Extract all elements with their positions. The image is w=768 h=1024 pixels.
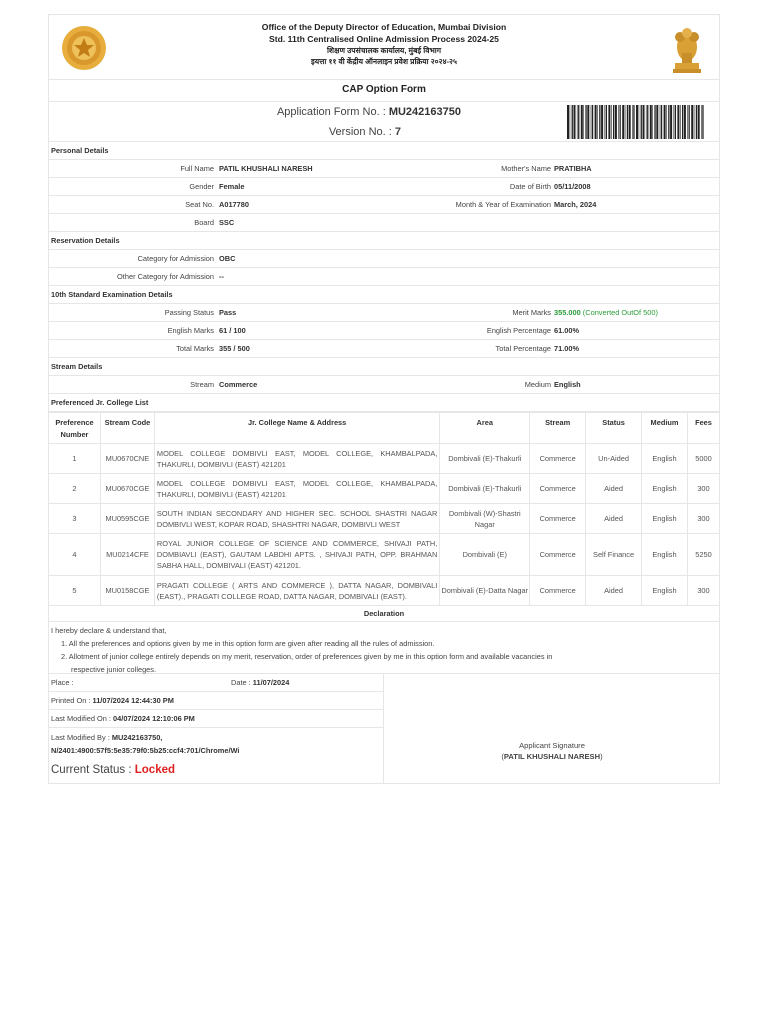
status-label: Current Status : [51,764,132,776]
header-line-4: इयत्ता ११ वी केंद्रीय ऑनलाइन प्रवेश प्रक्रिया २०२४-२५ [311,57,457,66]
status-badge: Locked [134,764,176,776]
modified-by-value: MU242163750, [111,733,163,742]
merit-value-group [554,304,658,321]
cell-area: Dombivali (E) [440,534,530,576]
college-preference-table [48,412,720,606]
total-marks-label: Total Marks [176,344,214,353]
section-personal-details: Personal Details [48,142,720,160]
version-label: Version No. : [328,126,392,138]
table-row [49,504,720,534]
application-number-line [49,106,549,118]
seat-label: Seat No. [185,200,214,209]
row-english-marks [48,322,720,340]
exam-month-label: Month & Year of Examination [455,200,551,209]
maharashtra-seal-icon [61,25,107,71]
form-title: CAP Option Form [48,80,720,102]
dob-value: 05/11/2008 [554,182,591,191]
col-stream-code: Stream Code [100,413,154,444]
header-line-2: Std. 11th Centralised Online Admission Process 2024-25 [269,34,499,44]
version-number: 7 [394,126,401,138]
printed-label: Printed On : [51,696,91,705]
application-info [48,102,720,142]
seat-value: A017780 [219,200,249,209]
cell-area: Dombivali (E)-Datta Nagar [440,576,530,606]
cell-college-name: PRAGATI COLLEGE ( ARTS AND COMMERCE ), DATTA NAGAR, DOMBIVALI (EAST)., PRAGATI COLLEGE ROAD, DATTA NAGAR, DOMBIVALI (EAST). [154,576,439,606]
category-label: Category for Admission [137,254,214,263]
board-label: Board [194,218,214,227]
application-number-label: Application Form No. : [276,106,386,118]
medium-value: English [554,380,581,389]
row-full-name [48,160,720,178]
cell-medium: English [642,504,688,534]
col-status: Status [586,413,642,444]
cell-fees: 300 [687,576,719,606]
form-meta [48,674,720,784]
cell-status: Un-Aided [586,444,642,474]
english-marks-value: 61 / 100 [219,326,246,335]
declaration-point-2: 2. Allotment of junior college entirely depends on my merit, reservation, order of preferences given by me in this option form and available vacancies in [61,652,553,661]
cell-code: MU0670CNE [100,444,154,474]
cell-college-name: SOUTH INDIAN SECONDARY AND HIGHER SEC. SCHOOL SHASTRI NAGAR DOMBIVLI WEST, KOPAR ROAD, SHASHTRI NAGAR, DOMBIVLI WEST [154,504,439,534]
cell-pref: 3 [49,504,101,534]
signature-name: PATIL KHUSHALI NARESH [503,752,601,761]
merit-note: (Converted OutOf 500) [582,308,658,317]
cell-status: Aided [586,504,642,534]
exam-month-value: March, 2024 [554,200,597,209]
other-category-value: -- [219,272,224,281]
cell-stream: Commerce [530,576,586,606]
table-row [49,534,720,576]
passing-value: Pass [219,308,237,317]
cell-stream: Commerce [530,504,586,534]
cell-stream: Commerce [530,474,586,504]
total-pct-label: Total Percentage [495,344,551,353]
medium-label: Medium [524,380,551,389]
col-preference-number: Preference Number [49,413,101,444]
barcode-icon [565,105,705,139]
header-line-1: Office of the Deputy Director of Education, Mumbai Division [261,22,507,32]
date-value: 11/07/2024 [252,678,290,687]
passing-label: Passing Status [164,308,214,317]
total-marks-value: 355 / 500 [219,344,250,353]
cell-pref: 5 [49,576,101,606]
row-seat-no [48,196,720,214]
cap-option-form-page [48,14,720,784]
cell-pref: 2 [49,474,101,504]
row-other-category [48,268,720,286]
declaration-intro: I hereby declare & understand that, [51,626,167,635]
row-stream [48,376,720,394]
cell-medium: English [642,534,688,576]
other-category-label: Other Category for Admission [117,272,214,281]
total-pct-value: 71.00% [554,344,580,353]
row-passing-status [48,304,720,322]
cell-area: Dombivali (W)-Shastri Nagar [440,504,530,534]
cell-area: Dombivali (E)-Thakurli [440,474,530,504]
english-marks-label: English Marks [167,326,214,335]
cell-medium: English [642,576,688,606]
applicant-signature [383,740,721,762]
cell-status: Aided [586,576,642,606]
english-pct-label: English Percentage [486,326,551,335]
current-status [51,764,175,776]
row-total-marks [48,340,720,358]
section-stream-details: Stream Details [48,358,720,376]
row-board [48,214,720,232]
col-fees: Fees [687,413,719,444]
date-label: Date : [231,678,251,687]
modified-by-label: Last Modified By : [51,733,110,742]
application-number: MU242163750 [388,106,461,118]
cell-pref: 4 [49,534,101,576]
section-reservation-details: Reservation Details [48,232,720,250]
col-area: Area [440,413,530,444]
cell-fees: 5000 [687,444,719,474]
col-college-name: Jr. College Name & Address [154,413,439,444]
cell-area: Dombivali (E)-Thakurli [440,444,530,474]
col-medium: Medium [642,413,688,444]
full-name-label: Full Name [180,164,214,173]
modified-by-detail: N/2401:4900:57f5:5e35:79f0:5b25:ccf4:701/Chrome/Wi [51,746,240,755]
mother-name-label: Mother's Name [501,164,551,173]
section-college-list: Preferenced Jr. College List [48,394,720,412]
cell-stream: Commerce [530,534,586,576]
stream-label: Stream [190,380,214,389]
header-line-3: शिक्षण उपसंचालक कार्यालय, मुंबई विभाग [326,46,442,55]
cell-medium: English [642,474,688,504]
dob-label: Date of Birth [509,182,551,191]
cell-college-name: MODEL COLLEGE DOMBIVLI EAST, MODEL COLLEGE, KHAMBALPADA, THAKURLI, DOMBIVLI (EAST) 421201 [154,444,439,474]
mother-name-value: PRATIBHA [554,164,592,173]
cell-status: Self Finance [586,534,642,576]
modified-label: Last Modified On : [51,714,111,723]
merit-value: 355.000 [554,308,581,317]
merit-label: Merit Marks [512,308,551,317]
declaration-point-2-cont: respective junior colleges. [71,665,157,674]
board-value: SSC [219,218,235,227]
modified-value: 04/07/2024 12:10:06 PM [113,714,195,723]
modified-by-row [49,728,383,760]
table-row [49,474,720,504]
section-exam-details: 10th Standard Examination Details [48,286,720,304]
signature-name-line: (PATIL KHUSHALI NARESH) [501,752,603,761]
national-emblem-icon [667,23,707,77]
declaration-text [48,622,720,674]
cell-college-name: ROYAL JUNIOR COLLEGE OF SCIENCE AND COMMERCE, SHIVAJI PATH, DOMBIAVLI (EAST), GAUTAM LABDHI APTS. , SHIVAJI PATH, OPP. BRAHMAN SABHA HALL, DOMBIVALI (EAST) 421201. [154,534,439,576]
row-gender [48,178,720,196]
cell-stream: Commerce [530,444,586,474]
place-date-row [49,674,383,692]
cell-fees: 300 [687,504,719,534]
stream-value: Commerce [219,380,258,389]
table-header-row [49,413,720,444]
table-row [49,576,720,606]
gender-label: Gender [189,182,214,191]
cell-code: MU0595CGE [100,504,154,534]
full-name-value: PATIL KHUSHALI NARESH [219,164,313,173]
cell-status: Aided [586,474,642,504]
printed-on-row [49,692,383,710]
cell-fees: 5250 [687,534,719,576]
cell-code: MU0158CGE [100,576,154,606]
english-pct-value: 61.00% [554,326,580,335]
declaration-title: Declaration [48,606,720,622]
signature-label: Applicant Signature [519,741,585,750]
gender-value: Female [219,182,245,191]
version-line [49,126,549,138]
form-header [48,14,720,80]
cell-pref: 1 [49,444,101,474]
category-value: OBC [219,254,236,263]
cell-medium: English [642,444,688,474]
row-category [48,250,720,268]
declaration-point-1: 1. All the preferences and options given by me in this option form are given after reading all the rules of admission. [61,639,435,648]
date-field [231,674,289,691]
modified-on-row [49,710,383,728]
cell-college-name: MODEL COLLEGE DOMBIVLI EAST, MODEL COLLEGE, KHAMBALPADA, THAKURLI, DOMBIVLI (EAST) 421201 [154,474,439,504]
cell-fees: 300 [687,474,719,504]
place-label: Place : [51,678,74,687]
cell-code: MU0214CFE [100,534,154,576]
cell-code: MU0670CGE [100,474,154,504]
printed-value: 11/07/2024 12:44:30 PM [92,696,174,705]
col-stream: Stream [530,413,586,444]
table-row [49,444,720,474]
